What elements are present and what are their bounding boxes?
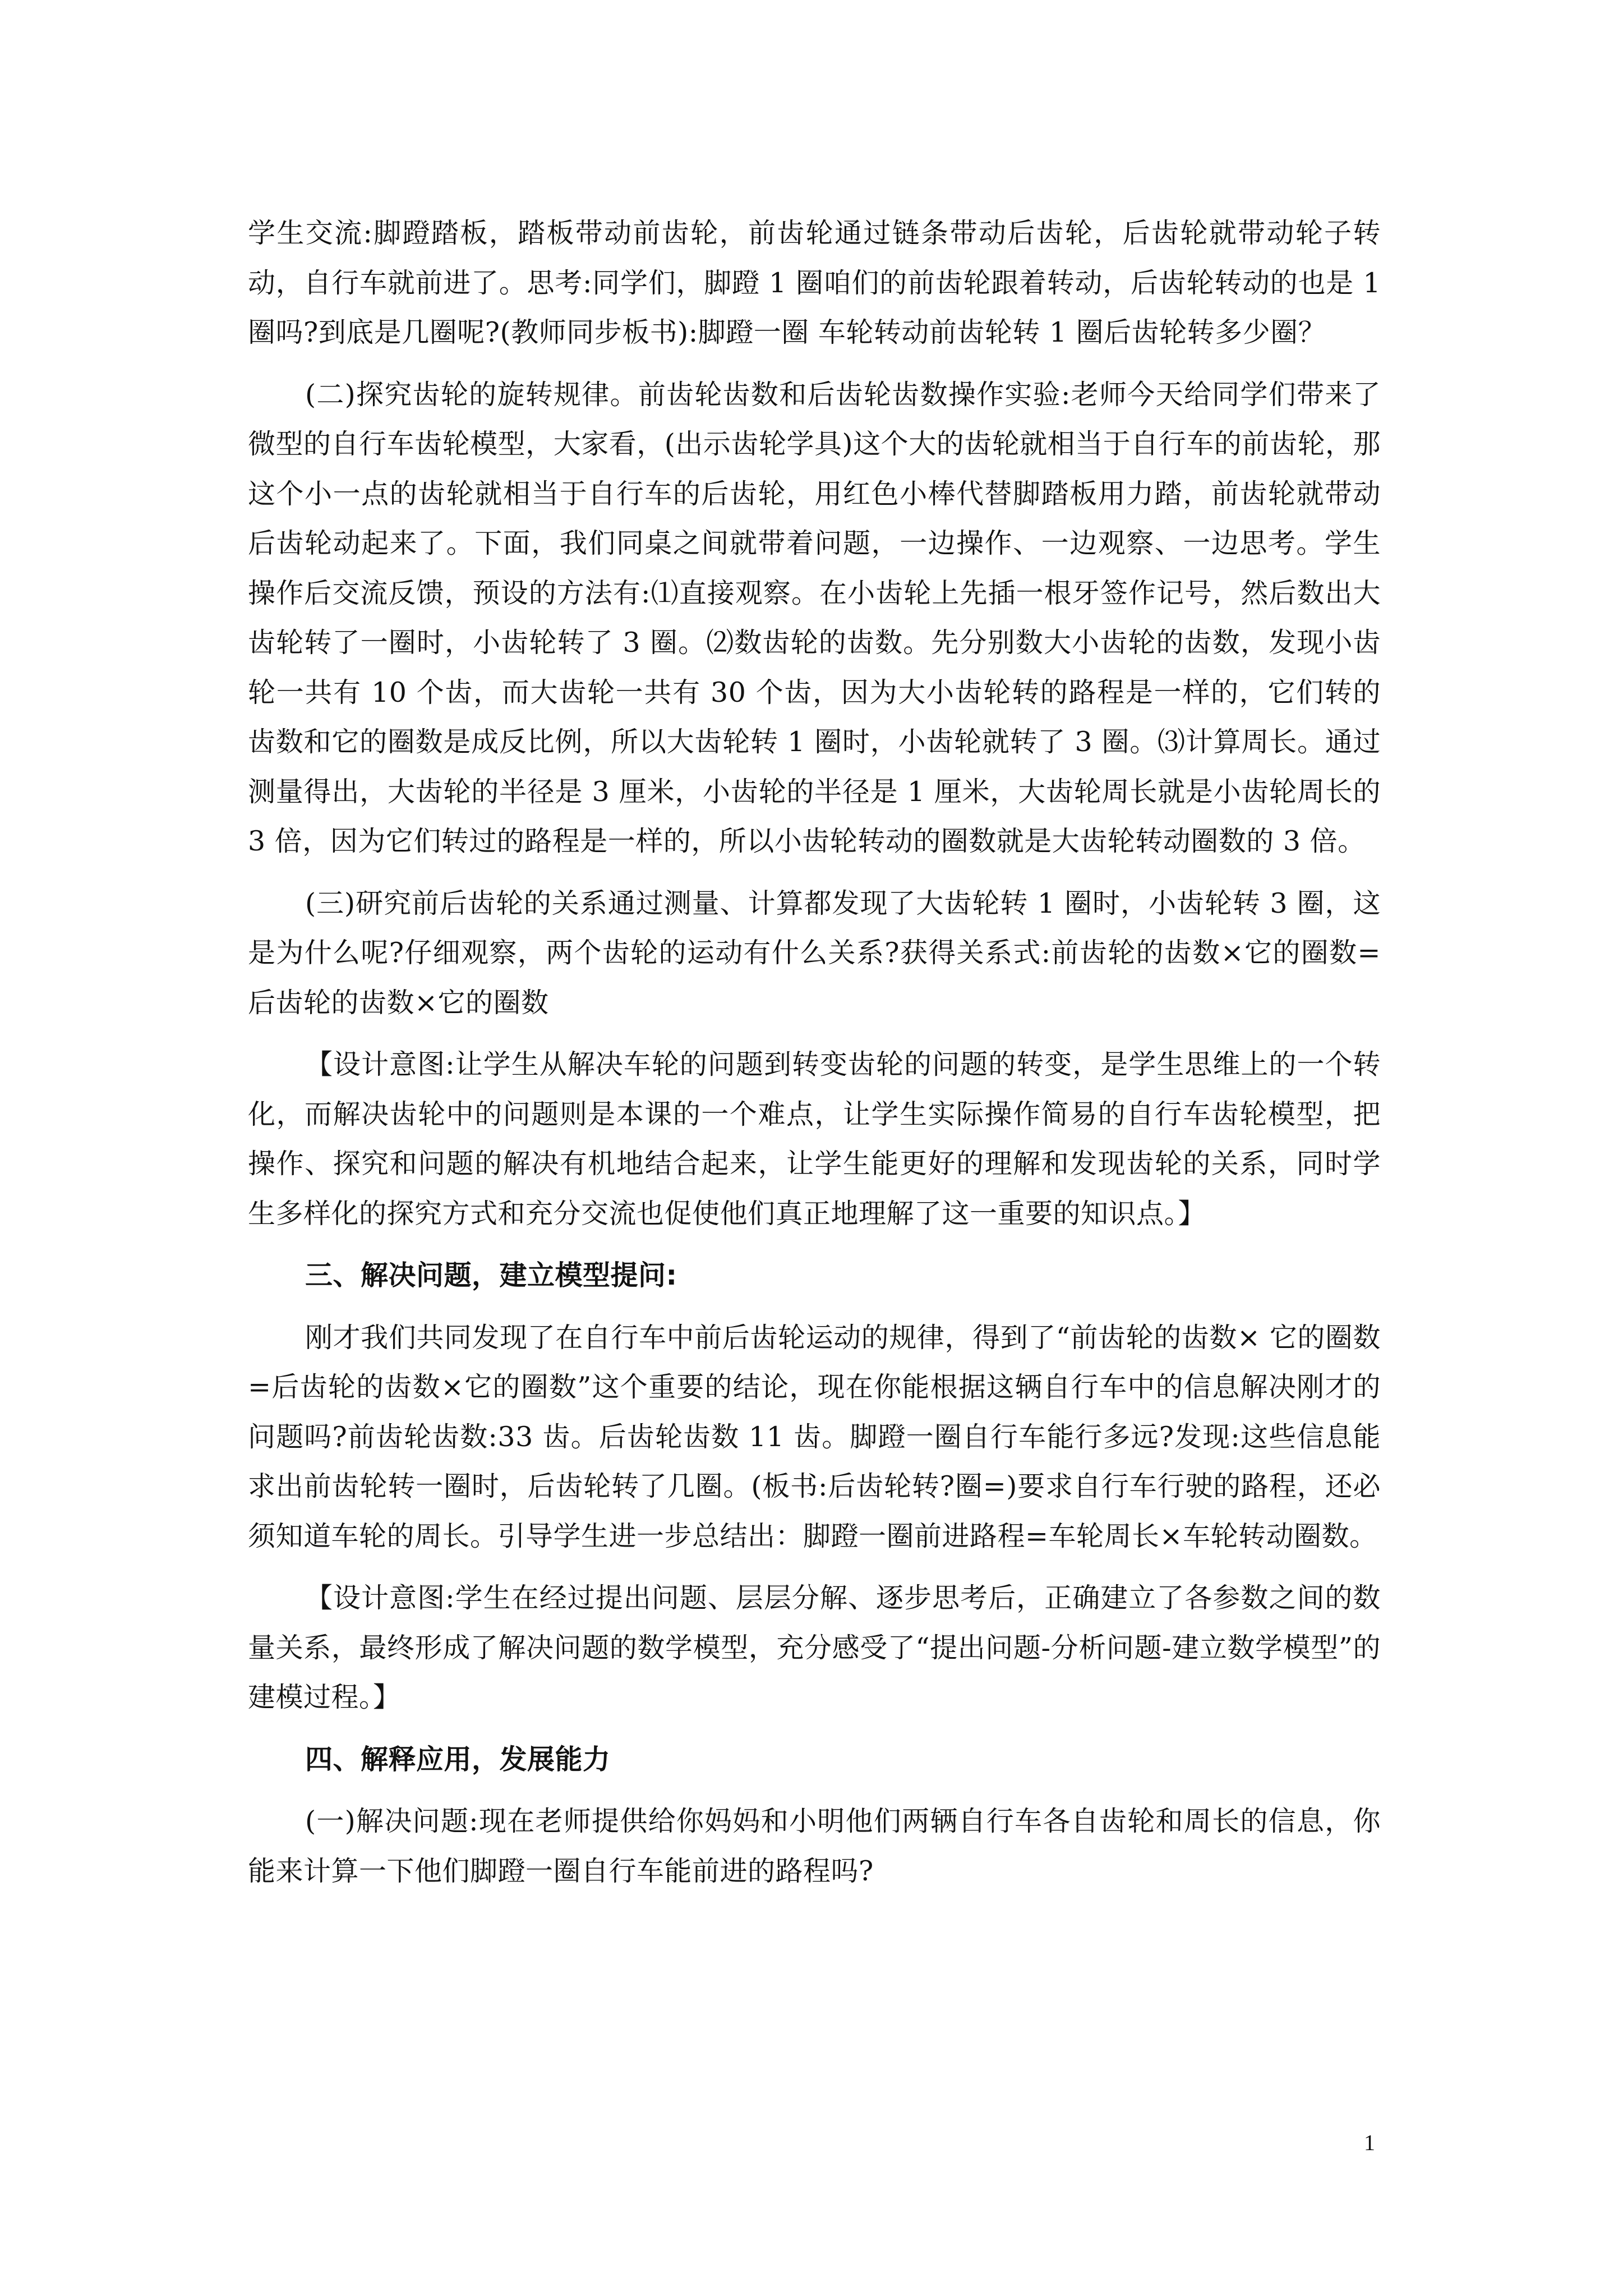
paragraph-front-rear-gear-relation: (三)研究前后齿轮的关系通过测量、计算都发现了大齿轮转 1 圈时，小齿轮转 3 圈，这是为什么呢?仔细观察，两个齿轮的运动有什么关系?获得关系式:前齿轮的齿数×它的圈数=后齿轮的齿数×它的圈数 xyxy=(248,887,1381,1019)
paragraph-solve-question: (一)解决问题:现在老师提供给你妈妈和小明他们两辆自行车各自齿轮和周长的信息，你能来计算一下他们脚蹬一圈自行车能前进的路程吗? xyxy=(248,1805,1381,1887)
section-heading-solve-problem: 三、解决问题，建立模型提问: xyxy=(305,1259,677,1291)
document-body xyxy=(248,209,1381,1896)
section-heading-apply: 四、解释应用，发展能力 xyxy=(305,1743,611,1775)
paragraph-student-exchange: 学生交流:脚蹬踏板，踏板带动前齿轮，前齿轮通过链条带动后齿轮，后齿轮就带动轮子转动，自行车就前进了。思考:同学们，脚蹬 1 圈咱们的前齿轮跟着转动，后齿轮转动的也是 1 圈吗?到底是几圈呢?(教师同步板书):脚蹬一圈 车轮转动前齿轮转 1 圈后齿轮转多少圈？ xyxy=(248,217,1381,348)
paragraph-build-model: 刚才我们共同发现了在自行车中前后齿轮运动的规律，得到了“前齿轮的齿数× 它的圈数=后齿轮的齿数×它的圈数”这个重要的结论，现在你能根据这辆自行车中的信息解决刚才的问题吗?前齿轮齿数:33 齿。后齿轮齿数 11 齿。脚蹬一圈自行车能行多远?发现:这些信息能求出前齿轮转一圈时，后齿轮转了几圈。(板书:后齿轮转?圈=)要求自行车行驶的路程，还必须知道车轮的周长。引导学生进一步总结出：脚蹬一圈前进路程=车轮周长×车轮转动圈数。 xyxy=(248,1321,1381,1552)
paragraph-design-intent-1: 【设计意图:让学生从解决车轮的问题到转变齿轮的问题的转变，是学生思维上的一个转化，而解决齿轮中的问题则是本课的一个难点，让学生实际操作简易的自行车齿轮模型，把操作、探究和问题的解决有机地结合起来，让学生能更好的理解和发现齿轮的关系，同时学生多样化的探究方式和充分交流也促使他们真正地理解了这一重要的知识点。】 xyxy=(248,1048,1381,1230)
paragraph-gear-rotation-rule: (二)探究齿轮的旋转规律。前齿轮齿数和后齿轮齿数操作实验:老师今天给同学们带来了微型的自行车齿轮模型，大家看，(出示齿轮学具)这个大的齿轮就相当于自行车的前齿轮，那这个小一点的齿轮就相当于自行车的后齿轮，用红色小棒代替脚踏板用力踏，前齿轮就带动后齿轮动起来了。下面，我们同桌之间就带着问题，一边操作、一边观察、一边思考。学生操作后交流反馈，预设的方法有:⑴直接观察。在小齿轮上先插一根牙签作记号，然后数出大齿轮转了一圈时，小齿轮转了 3 圈。⑵数齿轮的齿数。先分别数大小齿轮的齿数，发现小齿轮一共有 10 个齿，而大齿轮一共有 30 个齿，因为大小齿轮转的路程是一样的，它们转的齿数和它的圈数是成反比例，所以大齿轮转 1 圈时，小齿轮就转了 3 圈。⑶计算周长。通过测量得出，大齿轮的半径是 3 厘米，小齿轮的半径是 1 厘米，大齿轮周长就是小齿轮周长的 3 倍，因为它们转过的路程是一样的，所以小齿轮转动的圈数就是大齿轮转动圈数的 3 倍。 xyxy=(248,378,1381,857)
page-number: 1 xyxy=(1364,2130,1375,2155)
paragraph-design-intent-2: 【设计意图:学生在经过提出问题、层层分解、逐步思考后，正确建立了各参数之间的数量关系，最终形成了解决问题的数学模型，充分感受了“提出问题-分析问题-建立数学模型”的建模过程。】 xyxy=(248,1582,1381,1713)
